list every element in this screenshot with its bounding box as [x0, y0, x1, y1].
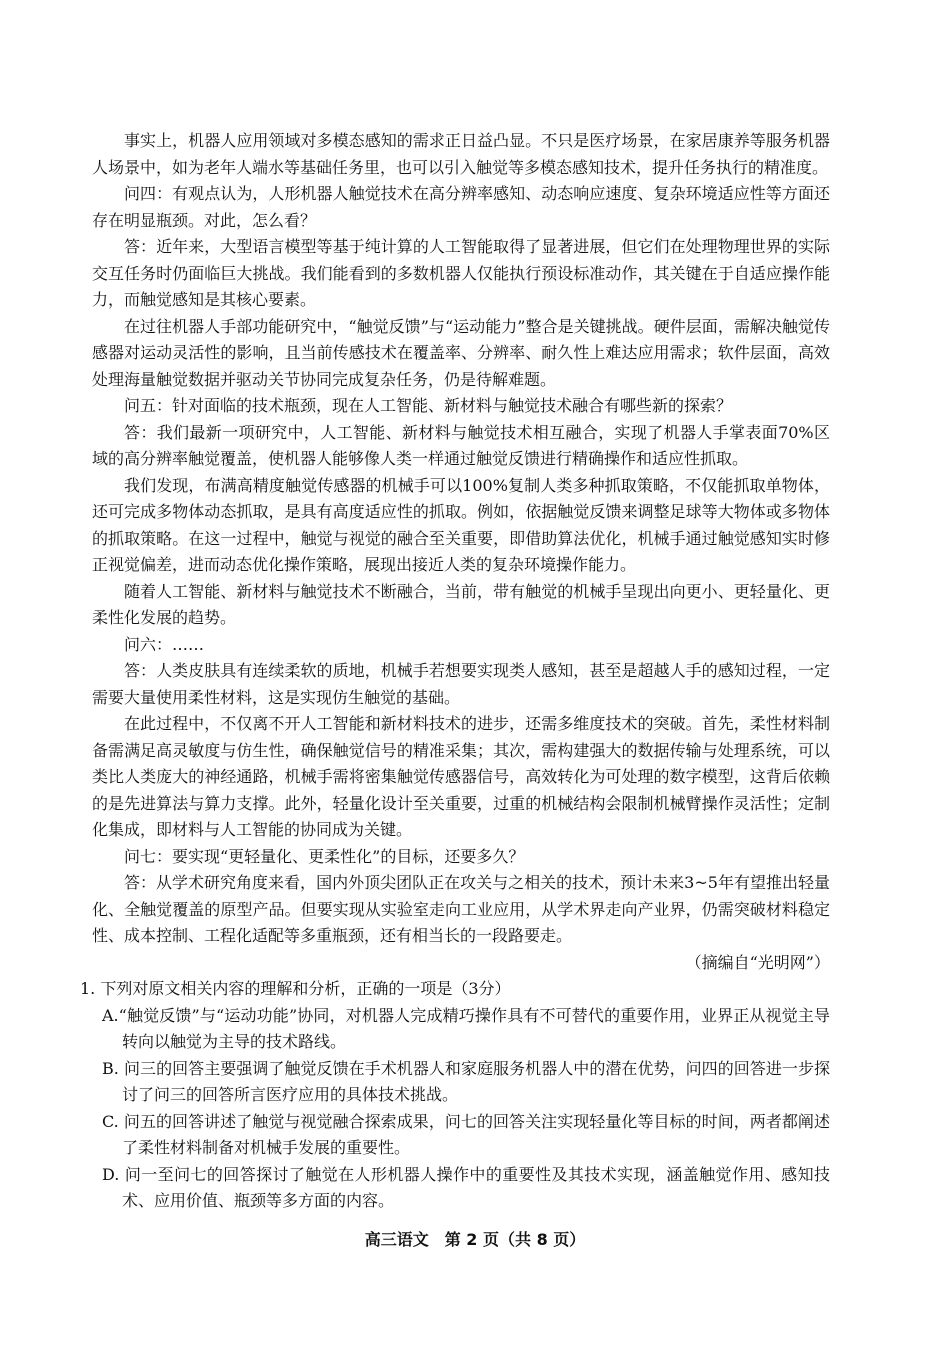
page-content — [80, 128, 830, 1215]
paragraph: 问五：针对面临的技术瓶颈，现在人工智能、新材料与触觉技术融合有哪些新的探索？ — [124, 396, 733, 415]
paragraph: 问七：要实现“更轻量化、更柔性化”的目标，还要多久？ — [124, 846, 525, 866]
page-footer: 高三语文 第 2 页（共 8 页） — [364, 1230, 586, 1249]
option-a: A.“触觉反馈”与“运动功能”协同，对机器人完成精巧操作具有不可替代的重要作用，业界正从视觉主导转向以触觉为主导的技术路线。 — [102, 1005, 830, 1051]
question-stem: 1. 下列对原文相关内容的理解和分析，正确的一项是（3分） — [80, 979, 511, 998]
paragraph: 在此过程中，不仅离不开人工智能和新材料技术的进步，还需多维度技术的突破。首先，柔性材料制备需满足高灵敏度与仿生性，确保触觉信号的精准采集；其次，需构建强大的数据传输与处理系统，可以类比人类庞大的神经通路，机械手需将密集触觉传感器信号，高效转化为可处理的数字模型，这背后依赖的是先进算法与算力支撑。此外，轻量化设计至关重要，过重的机械结构会限制机械臂操作灵活性；定制化集成，即材料与人工智能的协同成为关键。 — [92, 714, 830, 839]
paragraph: 答：我们最新一项研究中，人工智能、新材料与触觉技术相互融合，实现了机器人手掌表面70%区域的高分辨率触觉覆盖，使机器人能够像人类一样通过触觉反馈进行精确操作和适应性抓取。 — [92, 422, 830, 468]
paragraph: 答：近年来，大型语言模型等基于纯计算的人工智能取得了显著进展，但它们在处理物理世界的实际交互任务时仍面临巨大挑战。我们能看到的多数机器人仅能执行预设标准动作，其关键在于自适应操作能力，而触觉感知是其核心要素。 — [92, 237, 830, 309]
option-b: B. 问三的回答主要强调了触觉反馈在手术机器人和家庭服务机器人中的潜在优势，问四的回答进一步探讨了问三的回答所言医疗应用的具体技术挑战。 — [102, 1058, 830, 1104]
paragraph: 答：从学术研究角度来看，国内外顶尖团队正在攻关与之相关的技术，预计未来3~5年有望推出轻量化、全触觉覆盖的原型产品。但要实现从实验室走向工业应用，从学术界走向产业界，仍需突破材料稳定性、成本控制、工程化适配等多重瓶颈，还有相当长的一段路要走。 — [92, 873, 830, 945]
source-citation: （摘编自“光明网”） — [685, 952, 830, 972]
paragraph: 问四：有观点认为，人形机器人触觉技术在高分辨率感知、动态响应速度、复杂环境适应性等方面还存在明显瓶颈。对此，怎么看？ — [92, 184, 830, 230]
paragraph: 我们发现，布满高精度触觉传感器的机械手可以100%复制人类多种抓取策略，不仅能抓取单物体，还可完成多物体动态抓取，是具有高度适应性的抓取。例如，依据触觉反馈来调整足球等大物体或多物体的抓取策略。在这一过程中，触觉与视觉的融合至关重要，即借助算法优化，机械手通过触觉感知实时修正视觉偏差，进而动态优化操作策略，展现出接近人类的复杂环境操作能力。 — [92, 475, 830, 574]
option-c: C. 问五的回答讲述了触觉与视觉融合探索成果，问七的回答关注实现轻量化等目标的时间，两者都阐述了柔性材料制备对机械手发展的重要性。 — [102, 1111, 830, 1157]
paragraph: 问六：…… — [124, 634, 205, 654]
paragraph: 随着人工智能、新材料与触觉技术不断融合，当前，带有触觉的机械手呈现出向更小、更轻量化、更柔性化发展的趋势。 — [92, 581, 830, 627]
paragraph: 在过往机器人手部功能研究中，“触觉反馈”与“运动能力”整合是关键挑战。硬件层面，需解决触觉传感器对运动灵活性的影响，且当前传感技术在覆盖率、分辨率、耐久性上难达应用需求；软件层面，高效处理海量触觉数据并驱动关节协同完成复杂任务，仍是待解难题。 — [92, 316, 830, 389]
paragraph: 事实上，机器人应用领域对多模态感知的需求正日益凸显。不只是医疗场景，在家居康养等服务机器人场景中，如为老年人端水等基础任务里，也可以引入触觉等多模态感知技术，提升任务执行的精准度。 — [92, 131, 830, 177]
option-d: D. 问一至问七的回答探讨了触觉在人形机器人操作中的重要性及其技术实现，涵盖触觉作用、感知技术、应用价值、瓶颈等多方面的内容。 — [102, 1164, 830, 1210]
paragraph: 答：人类皮肤具有连续柔软的质地，机械手若想要实现类人感知，甚至是超越人手的感知过程，一定需要大量使用柔性材料，这是实现仿生触觉的基础。 — [92, 661, 830, 707]
